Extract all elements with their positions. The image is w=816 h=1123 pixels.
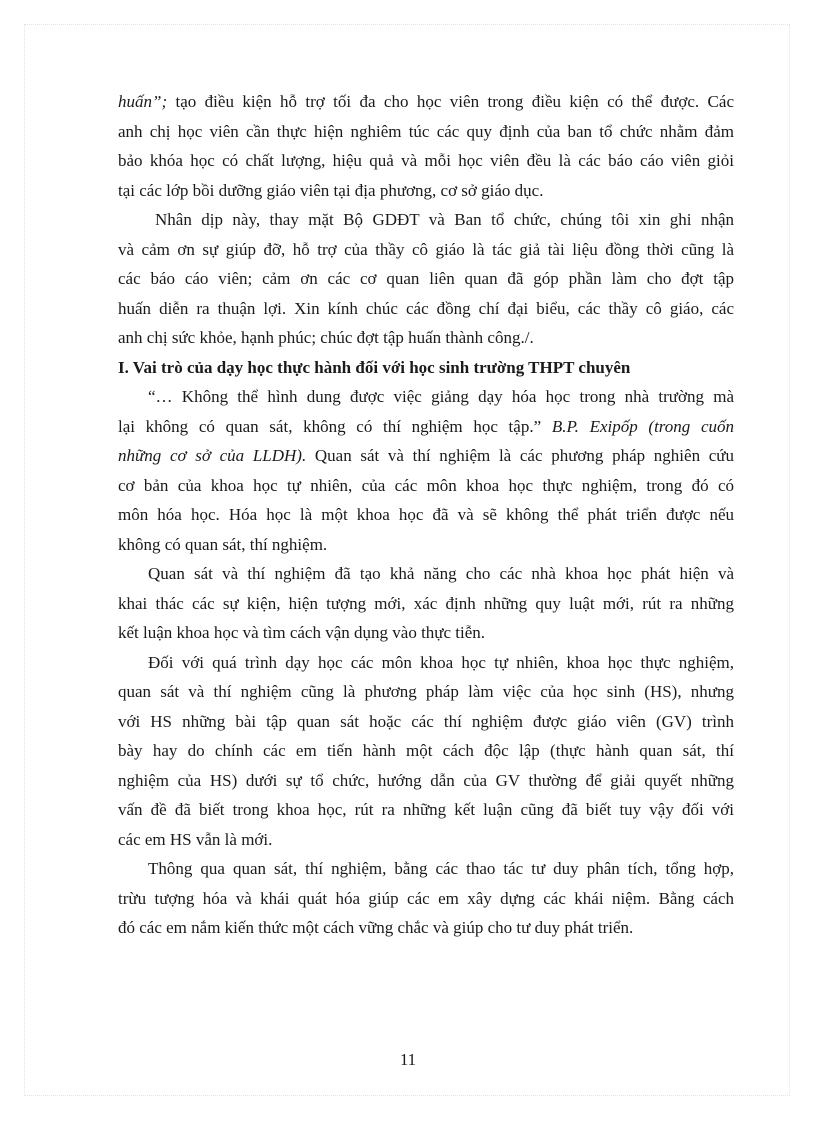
text-line: Thông qua quan sát, thí nghiệm, bằng các thao tác tư duy phân tích, tổng hợp, [148,859,734,878]
text-line: cơ bản của khoa học tự nhiên, của các môn khoa học thực nghiệm, trong đó có [118,475,734,495]
text-line: Quan sát và thí nghiệm đã tạo khả năng cho các nhà khoa học phát hiện và [148,564,734,583]
italic-citation: B.P. Exipốp (trong cuốn [551,416,734,436]
text-line: quan sát và thí nghiệm cũng là phương pháp làm việc của học sinh (HS), nhưng [118,682,734,701]
text-line: và cảm ơn sự giúp đỡ, hỗ trợ của thầy cô giáo là tác giả tài liệu đồng thời cũng là [118,239,734,259]
text-line: bày hay do chính các em tiến hành một cách độc lập (thực hành quan sát, thí [118,741,734,760]
text-line: đó các em nắm kiến thức một cách vững chắc và giúp cho tư duy phát triển. [118,918,634,937]
text-line: không có quan sát, thí nghiệm. [118,534,328,554]
italic-text: huấn”; [118,92,168,111]
text-line: bảo khóa học có chất lượng, hiệu quả và mỗi học viên đều là các báo cáo viên giỏi [118,151,734,170]
text-line: anh chị sức khỏe, hạnh phúc; chúc đợt tập huấn thành công./. [118,328,534,347]
text-line: trừu tượng hóa và khái quát hóa giúp các em xây dựng các khái niệm. Bằng cách [118,888,734,908]
line-text: lại không có quan sát, không có thí nghiệm học tập.” [118,416,552,436]
text-line: môn hóa học. Hóa học là một khoa học đã và sẽ không thể phát triển được nếu [118,505,734,524]
text-line: Đối với quá trình dạy học các môn khoa học tự nhiên, khoa học thực nghiệm, [148,652,734,672]
text-line: khai thác các sự kiện, hiện tượng mới, xác định những quy luật mới, rút ra những [118,593,734,613]
page-number: 11 [399,1050,417,1069]
text-line: tại các lớp bồi dưỡng giáo viên tại địa phương, cơ sở giáo dục. [118,180,544,200]
text-line: kết luận khoa học và tìm cách vận dụng vào thực tiễn. [118,623,486,642]
text-line [118,87,734,117]
text-line [118,412,734,442]
section-heading: I. Vai trò của dạy học thực hành đối với học sinh trường THPT chuyên [118,357,631,377]
text-line [118,441,734,471]
text-line: “… Không thể hình dung được việc giảng dạy hóa học trong nhà trường mà [148,387,734,406]
line-text: tạo điều kiện hỗ trợ tối đa cho học viên trong điều kiện có thể được. Các [167,92,734,111]
line-text: Quan sát và thí nghiệm là các phương pháp nghiên cứu [306,446,734,465]
text-line: các báo cáo viên; cảm ơn các cơ quan liên quan đã góp phần làm cho đợt tập [118,269,734,288]
document-body [118,87,734,943]
text-line: với HS những bài tập quan sát hoặc các thí nghiệm được giáo viên (GV) trình [118,711,734,731]
text-line: anh chị học viên cần thực hiện nghiêm túc các quy định của ban tổ chức nhằm đảm [118,121,734,141]
text-line: nghiệm của HS) dưới sự tổ chức, hướng dẫn của GV thường để giải quyết những [118,770,734,790]
text-line: Nhân dịp này, thay mặt Bộ GDĐT và Ban tổ chức, chúng tôi xin ghi nhận [155,210,734,229]
text-line: vấn đề đã biết trong khoa học, rút ra những kết luận cũng đã biết tuy vậy đối với [118,800,734,819]
text-line: huấn diễn ra thuận lợi. Xin kính chúc các đồng chí đại biểu, các thầy cô giáo, các [118,298,734,318]
text-line: các em HS vẫn là mới. [118,829,273,849]
italic-citation: những cơ sở của LLDH). [118,446,307,465]
